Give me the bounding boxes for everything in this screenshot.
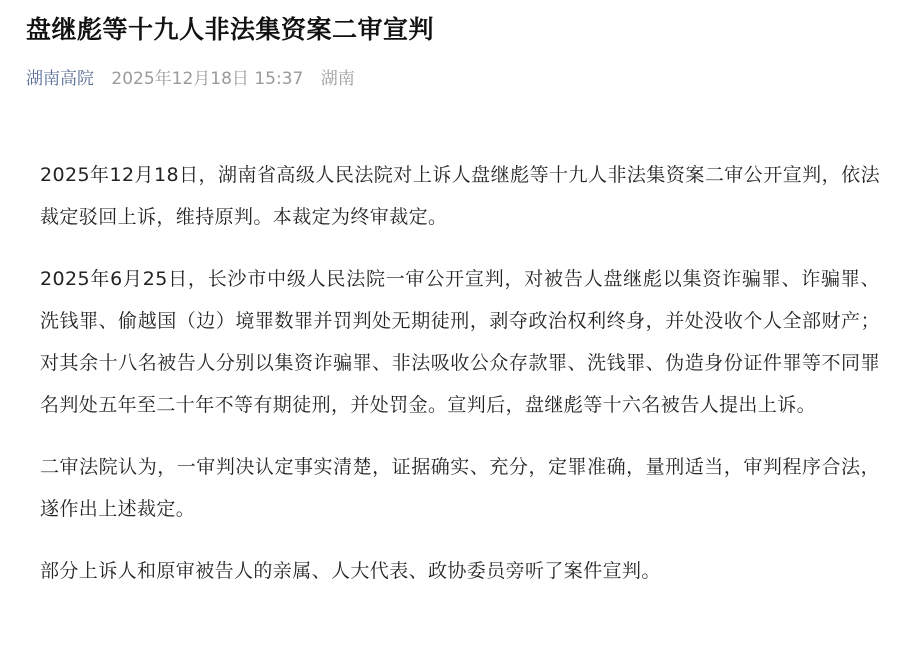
source-account-link[interactable]: 湖南高院 — [26, 69, 94, 89]
paragraph-2: 2025年6月25日，长沙市中级人民法院一审公开宣判，对被告人盘继彪以集资诈骗罪、诈骗罪、洗钱罪、偷越国（边）境罪数罪并罚判处无期徒刑，剥夺政治权利终身，并处没收个人全部财产；对其余十八名被告人分别以集资诈骗罪、非法吸收公众存款罪、洗钱罪、伪造身份证件罪等不同罪名判处五年至二十年不等有期徒刑，并处罚金。宣判后，盘继彪等十六名被告人提出上诉。 — [40, 268, 880, 416]
paragraph-1: 2025年12月18日，湖南省高级人民法院对上诉人盘继彪等十九人非法集资案二审公开宣判，依法裁定驳回上诉，维持原判。本裁定为终审裁定。 — [40, 164, 880, 228]
article-body — [40, 154, 880, 612]
publish-location: 湖南 — [320, 69, 355, 89]
paragraph-4: 部分上诉人和原审被告人的亲属、人大代表、政协委员旁听了案件宣判。 — [40, 560, 661, 582]
article-title: 盘继彪等十九人非法集资案二审宣判 — [26, 15, 435, 44]
paragraph-3: 二审法院认为，一审判决认定事实清楚，证据确实、充分，定罪准确，量刑适当，审判程序合法，遂作出上述裁定。 — [40, 456, 880, 520]
publish-datetime: 2025年12月18日 15:37 — [111, 69, 304, 89]
article-meta — [26, 66, 367, 92]
